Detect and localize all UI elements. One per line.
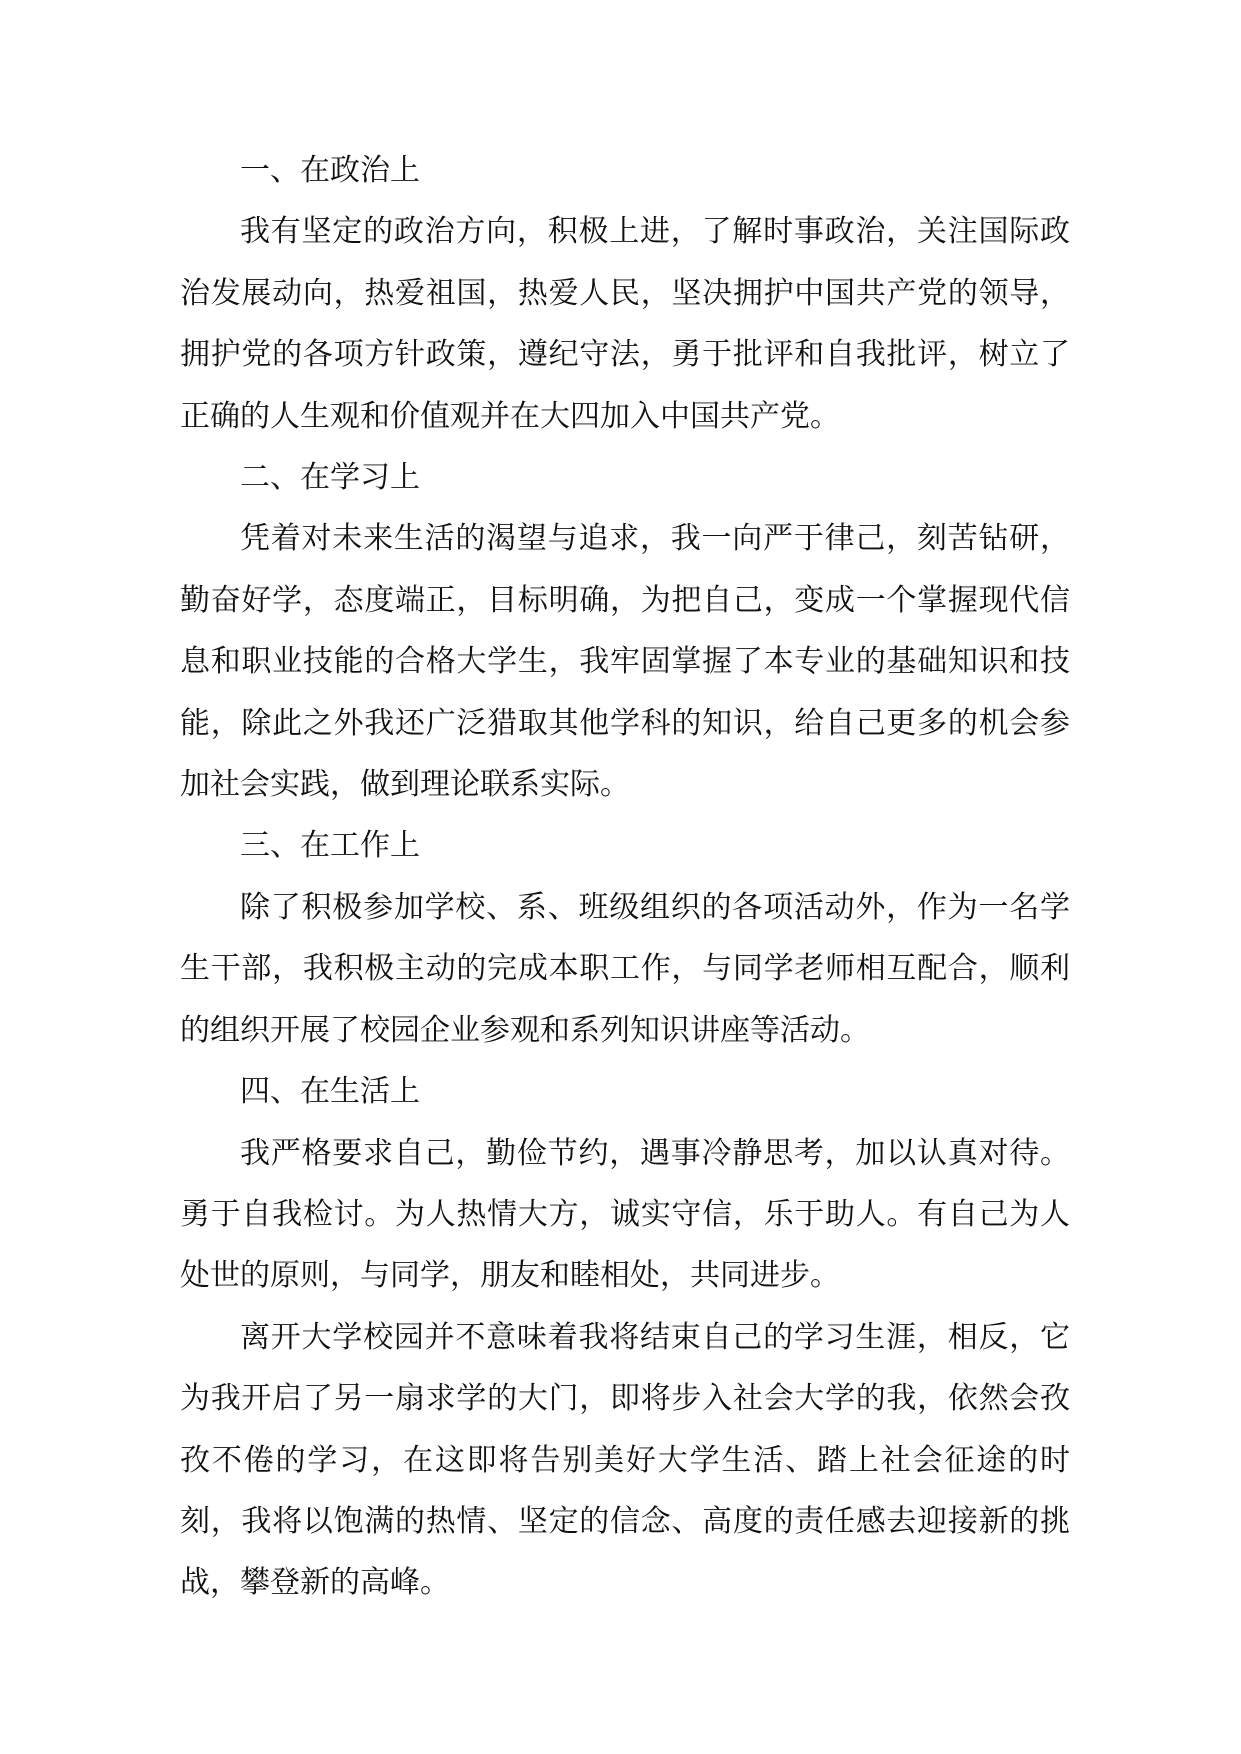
document-body — [180, 140, 1070, 1614]
section-body-study: 凭着对未来生活的渴望与追求，我一向严于律己，刻苦钻研，勤奋好学，态度端正，目标明确，为把自己，变成一个掌握现代信息和职业技能的合格大学生，我牢固掌握了本专业的基础知识和技能，除此之外我还广泛猎取其他学科的知识，给自己更多的机会参加社会实践，做到理论联系实际。 — [180, 521, 1070, 803]
section-heading-politics: 一、在政治上 — [240, 153, 420, 188]
section-body-work: 除了积极参加学校、系、班级组织的各项活动外，作为一名学生干部，我积极主动的完成本职工作，与同学老师相互配合，顺利的组织开展了校园企业参观和系列知识讲座等活动。 — [180, 889, 1070, 1048]
section-heading-study: 二、在学习上 — [240, 460, 420, 496]
section-heading-work: 三、在工作上 — [240, 828, 420, 864]
closing-paragraph: 离开大学校园并不意味着我将结束自己的学习生涯，相反，它为我开启了另一扇求学的大门，即将步入社会大学的我，依然会孜孜不倦的学习，在这即将告别美好大学生活、踏上社会征途的时刻，我将以饱满的热情、坚定的信念、高度的责任感去迎接新的挑战，攀登新的高峰。 — [180, 1319, 1070, 1601]
section-heading-life: 四、在生活上 — [240, 1074, 420, 1110]
section-body-life: 我严格要求自己，勤俭节约，遇事冷静思考，加以认真对待。勇于自我检讨。为人热情大方，诚实守信，乐于助人。有自己为人处世的原则，与同学，朋友和睦相处，共同进步。 — [180, 1135, 1070, 1294]
section-body-politics: 我有坚定的政治方向，积极上进，了解时事政治，关注国际政治发展动向，热爱祖国，热爱人民，坚决拥护中国共产党的领导，拥护党的各项方针政策，遵纪守法，勇于批评和自我批评，树立了正确的人生观和价值观并在大四加入中国共产党。 — [180, 214, 1070, 434]
